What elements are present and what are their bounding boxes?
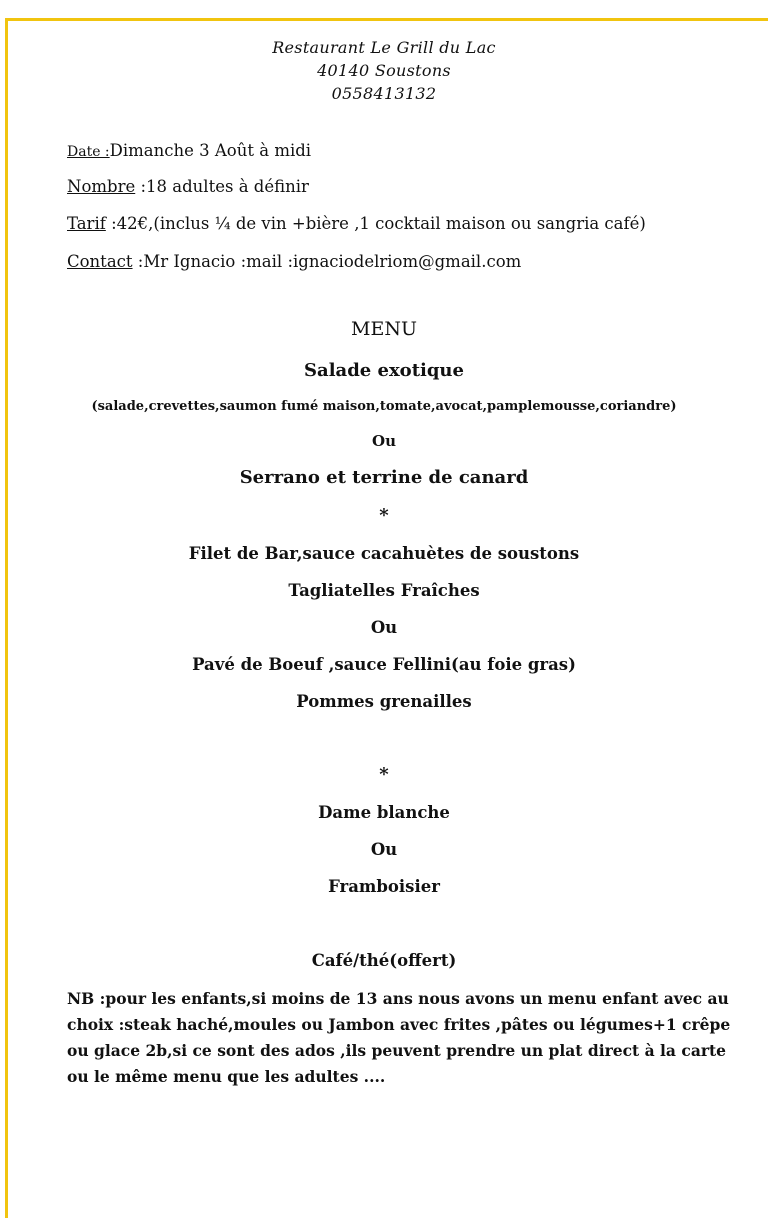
or-separator-2: Ou (370, 618, 398, 637)
info-date (67, 141, 311, 160)
course-separator-2: * (379, 764, 389, 785)
starter-2: Serrano et terrine de canard (239, 467, 529, 488)
main-2: Pavé de Boeuf ,sauce Fellini(au foie gras) (192, 655, 576, 674)
menu-title: MENU (351, 318, 417, 340)
tarif-label: Tarif (67, 214, 106, 233)
info-nombre (67, 177, 309, 196)
or-separator-1: Ou (372, 432, 396, 450)
main-1: Filet de Bar,sauce cacahuètes de soustons (188, 544, 580, 563)
contact-label: Contact (67, 252, 133, 271)
starter-1: Salade exotique (304, 360, 464, 381)
dessert-2: Framboisier (328, 877, 440, 896)
date-label: Date : (67, 144, 110, 160)
nombre-value: :18 adultes à définir (135, 177, 309, 196)
starter-1-description: (salade,crevettes,saumon fumé maison,tomate,avocat,pamplemousse,coriandre) (91, 399, 677, 414)
date-value: Dimanche 3 Août à midi (109, 141, 312, 160)
main-1-side: Tagliatelles Fraîches (288, 581, 480, 600)
restaurant-phone: 0558413132 (331, 84, 437, 103)
restaurant-postal: 40140 Soustons (317, 61, 451, 80)
children-note: NB :pour les enfants,si moins de 13 ans nous avons un menu enfant avec au choix :steak haché,moules ou Jambon avec frites ,pâtes ou légumes+1 crêpe ou glace 2b,si ce sont des ados ,ils peuvent prendre un plat direct à la carte ou le même menu que les adultes .... (67, 989, 731, 1086)
nombre-label: Nombre (67, 177, 136, 196)
contact-value: :Mr Ignacio :mail :ignaciodelriom@gmail.com (132, 252, 522, 271)
info-contact (67, 252, 521, 271)
tarif-value: :42€,(inclus ¼ de vin +bière ,1 cocktail maison ou sangria café) (105, 214, 646, 233)
main-2-side: Pommes grenailles (296, 692, 472, 711)
coffee-line: Café/thé(offert) (311, 951, 457, 970)
restaurant-name: Restaurant Le Grill du Lac (272, 38, 496, 57)
dessert-1: Dame blanche (318, 803, 450, 822)
course-separator-1: * (379, 505, 389, 526)
or-separator-3: Ou (370, 840, 398, 859)
info-tarif (67, 214, 646, 233)
